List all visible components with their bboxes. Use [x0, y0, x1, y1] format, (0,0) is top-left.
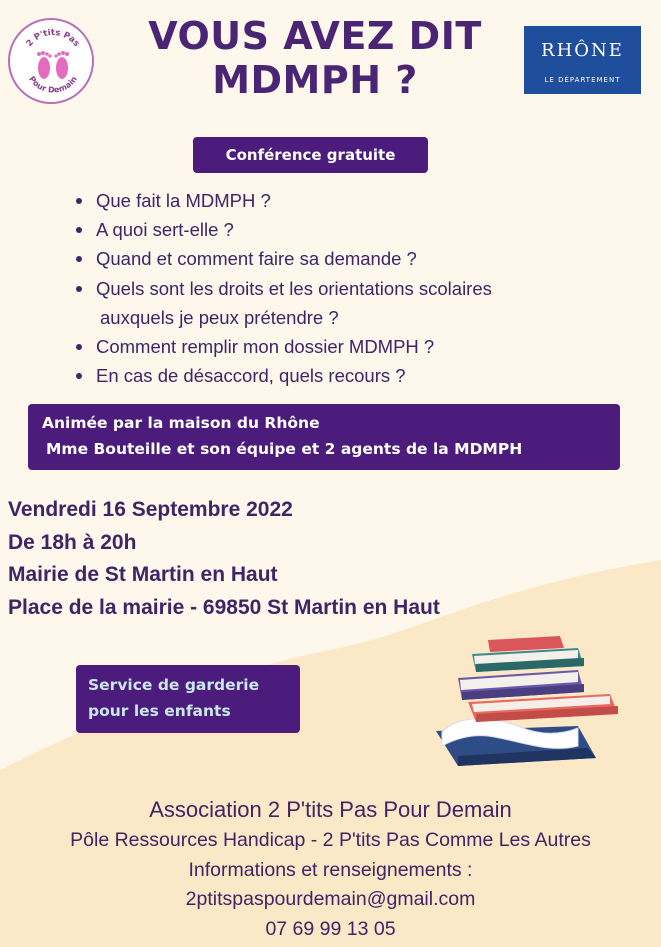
childcare-line-2: pour les enfants — [88, 702, 231, 720]
event-time: De 18h à 20h — [8, 530, 137, 554]
list-item: Comment remplir mon dossier MDMPH ? — [74, 332, 634, 361]
event-date: Vendredi 16 Septembre 2022 — [8, 498, 293, 521]
title-line-2: MDMPH ? — [212, 58, 418, 102]
questions-list — [74, 186, 634, 390]
rhone-logo — [524, 26, 641, 94]
list-item: Quels sont les droits et les orientations scolaires auxquels je peux prétendre ? — [74, 274, 634, 332]
logo-top-text: 2 P'tits Pas — [24, 27, 82, 49]
page-title — [100, 14, 530, 102]
childcare-banner — [76, 665, 300, 733]
hosts-banner — [28, 404, 620, 470]
conference-label: Conférence gratuite — [193, 137, 428, 173]
list-item: Quand et comment faire sa demande ? — [74, 244, 634, 273]
event-address: Place de la mairie - 69850 St Martin en Haut — [8, 595, 440, 619]
contact-email[interactable]: 2ptitspaspourdemain@gmail.com — [185, 888, 476, 910]
list-item: Que fait la MDMPH ? — [74, 186, 634, 215]
footer — [0, 794, 661, 944]
info-label: Informations et renseignements : — [188, 858, 473, 881]
childcare-line-1: Service de garderie — [88, 676, 260, 694]
list-item: A quoi sert-elle ? — [74, 215, 634, 244]
list-item: En cas de désaccord, quels recours ? — [74, 361, 634, 390]
svg-text:Pour Demain — [27, 74, 79, 94]
logo-bottom-text: Pour Demain — [27, 74, 79, 95]
rhone-subtitle: LE DÉPARTEMENT — [544, 76, 621, 84]
association-name: Association 2 P'tits Pas Pour Demain — [149, 797, 512, 822]
footprints-icon — [37, 51, 69, 79]
hosts-line-1: Animée par la maison du Rhône — [42, 414, 320, 432]
svg-text:2 P'tits Pas — [25, 28, 82, 49]
event-venue: Mairie de St Martin en Haut — [8, 563, 278, 587]
pole-name: Pôle Ressources Handicap - 2 P'tits Pas Comme Les Autres — [70, 829, 591, 851]
rhone-name: RHÔNE — [541, 40, 624, 61]
title-line-1: VOUS AVEZ DIT — [148, 14, 482, 58]
list-item-continuation: auxquels je peux prétendre ? — [100, 306, 339, 328]
event-details — [8, 494, 628, 624]
association-logo — [8, 18, 94, 104]
hosts-line-2: Mme Bouteille et son équipe et 2 agents de la MDMPH — [46, 440, 523, 458]
contact-phone[interactable]: 07 69 99 13 05 — [265, 917, 396, 940]
books-stack-icon — [428, 636, 628, 776]
